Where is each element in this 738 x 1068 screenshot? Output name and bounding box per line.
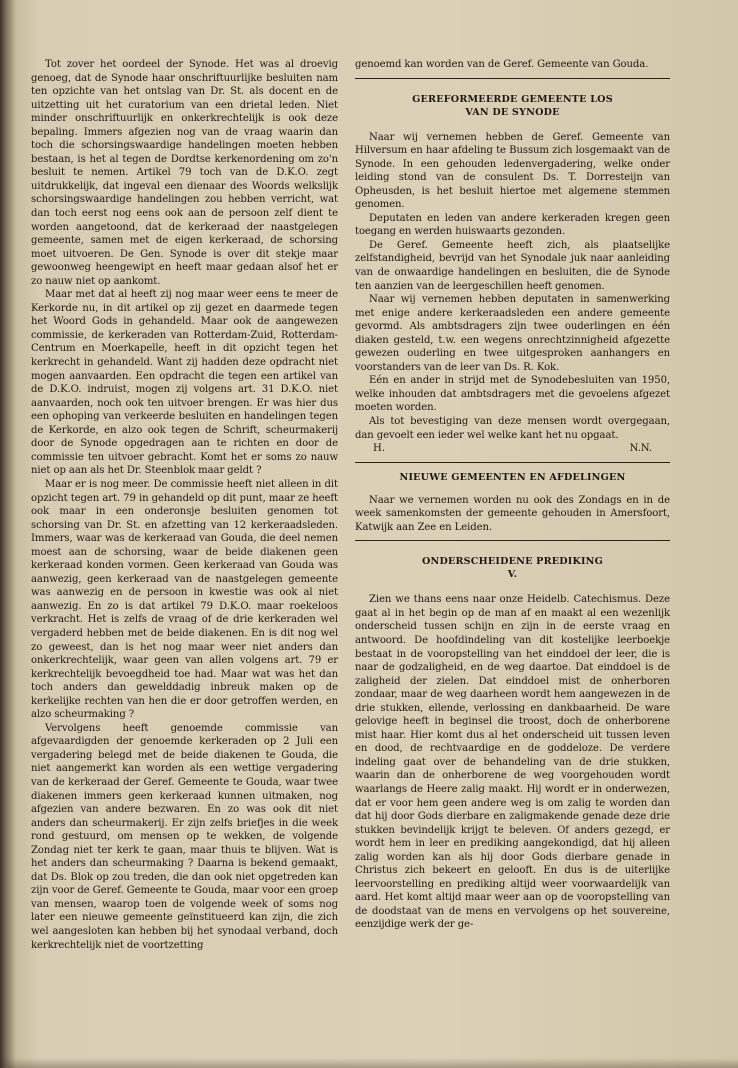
article-paragraph: Deputaten en leden van andere kerkeraden kregen geen toegang en werden huiswaarts gezonden. bbox=[355, 212, 670, 238]
left-paragraph-3: Maar er is nog meer. De commissie heeft niet alleen in dit opzicht tegen art. 79 in gehandeld op dit punt, maar ze heeft ook maar in een onderonsje besluiten genomen tot schorsing van Dr. St. en afzetting van 12 kerkeraadsleden. Immers, waar was de kerkeraad van Gouda, die deel nemen moest aan de schorsing, waar de beide diakenen geen kerkeraad konden vormen. Geen kerkeraad van Gouda was aanwezig, geen kerkeraad van de naastgelegen gemeente was aanwezig en de persoon in kwestie was ook al niet aanwezig. En zo is dat artikel 79 D.K.O. maar roekeloos verkracht. Het is zelfs de vraag of de drie kerkeraden wel vergaderd hebben met de beide diakenen. En is dit nog wel zo geweest, dan is het nog maar weer niet anders dan onkerkrechtelijk, waar geen van allen volgens art. 79 er kerkrechtelijk bevoegdheid toe had. Maar wat was het dan toch anders dan gewelddadig inbreuk maken op de kerkelijke rechten van hen die er door getroffen werden, en alzo scheurmaking ? bbox=[31, 478, 338, 721]
section-divider bbox=[355, 462, 670, 463]
left-paragraph-2: Maar met dat al heeft zij nog maar weer eens te meer de Kerkorde nu, in dit artikel op zij gezet en daarmede tegen het Woord Gods in gehandeld. Maar ook de aangewezen commissie, de kerkeraden van Rotterdam-Zuid, Rotterdam-Centrum en Moerkapelle, heeft in dit opzicht tegen het kerkrecht in gehandeld. Want zij hadden deze opdracht niet mogen aanvaarden. Een opdracht die tegen een artikel van de D.K.O. indruist, mogen zij volgens art. 31 D.K.O. niet aanvaarden, noch ook ten uitvoer brengen. Er was hier dus een ophoping van verkeerde besluiten en handelingen tegen de Kerkorde, en alzo ook tegen de Schrift, scheurmakerij door de Synode opgedragen aan te richten en door de commissie ten uitvoer gebracht. Komt het er soms zo nauw niet op aan als het Dr. Steenblok maar geldt ? bbox=[31, 289, 338, 477]
right-column bbox=[355, 58, 670, 932]
article-paragraph: De Geref. Gemeente heeft zich, als plaatselijke zelfstandigheid, bevrijd van het Synodale juk naar aanleiding van de onwaardige handelingen en besluiten, die de Synode ten aanzien van de leergeschillen heeft genomen. bbox=[355, 239, 670, 292]
section-heading-nieuwe-gemeenten: NIEUWE GEMEENTEN EN AFDELINGEN bbox=[399, 471, 626, 483]
section-divider bbox=[355, 540, 670, 541]
article-paragraph: Eén en ander in strijd met de Synodebesluiten van 1950, welke inhouden dat ambtsdragers met die gevoelens afgezet moeten worden. bbox=[355, 375, 670, 414]
article-paragraph: Als tot bevestiging van deze mensen wordt overgegaan, dan gevoelt een ieder wel welke kant het nu opgaat. bbox=[355, 416, 670, 441]
section-heading-onderscheidene-prediking: ONDERSCHEIDENE PREDIKING bbox=[421, 556, 604, 568]
heading-line-1: GEREFORMEERDE GEMEENTE LOS bbox=[412, 93, 613, 105]
section-divider bbox=[355, 78, 670, 79]
left-paragraph-4: Vervolgens heeft genoemde commissie van afgevaardigden der genoemde kerkeraden op 2 Juli een vergadering belegd met de beide diakenen te Gouda, die niet aangemerkt kan worden als een wettige vergadering van de kerkeraad der Geref. Gemeente te Gouda, waar twee diakenen immers geen kerkeraad kunnen uitmaken, nog afgezien van andere bezwaren. En zo was ook dit niet anders dan scheurmakerij. Er zijn zelfs briefjes in die week rond gestuurd, om mensen op te wekken, de volgende Zondag niet ter kerk te gaan, maar thuis te blijven. Wat is het anders dan scheurmaking ? Daarna is bekend gemaakt, dat Ds. Blok op zou treden, die dan ook niet opgetreden kan zijn voor de Geref. Gemeente te Gouda, maar voor een groep van mensen, waarop toen de volgende week of soms nog later een nieuwe gemeente geïnstitueerd kan zijn, die zich wel aangesloten kan hebben bij het synodaal verband, doch kerkrechtelijk niet de voortzetting bbox=[31, 722, 338, 951]
signature-left: H. bbox=[373, 443, 385, 455]
heading-line-2: VAN DE SYNODE bbox=[465, 106, 560, 118]
continuation-text: genoemd kan worden van de Geref. Gemeente van Gouda. bbox=[355, 59, 649, 70]
section-heading-los-van-synode bbox=[355, 93, 670, 119]
article-paragraph: Zien we thans eens naar onze Heidelb. Catechismus. Deze gaat al in het begin op de man af en maakt al een wezenlijk onderscheid tussen schijn en zijn in de eerste vraag en antwoord. De hoofdindeling van dit kostelijke leerboekje bestaat in de vooropstelling van het einddoel der leer, die is naar de godzaligheid, en de weg daartoe. Dat einddoel is de zaligheid der zielen. Dat einddoel mist de onherboren zondaar, maar de weg daarheen wordt hem aangewezen in de drie stukken, ellende, verlossing en dankbaarheid. De ware gelovige heeft in beginsel die troost, doch de onherborene mist haar. Hier komt dus al het onderscheid uit tussen leven en dood, de rechtvaardige en de goddeloze. De verdere indeling gaat over de behandeling van de drie stukken, waarin dan de onherborene de weg voorgehouden wordt waarlangs de Heere zalig maakt. Hij wordt er in onderwezen, dat er voor hem geen andere weg is om zalig te worden dan dat hij door Gods dierbare en zaligmakende genade deze drie stukken bevindelijk krijgt te beleven. Of anders gezegd, er wordt hem in leer en prediking aangekondigd, dat hij alleen zalig worden kan als hij door Gods dierbare genade in Christus zich bekeert en gelooft. En dus is de uiterlijke leervoorstelling en prediking altijd weer voorwaardelijk van aard. Het komt altijd maar weer aan op de vooropstelling van de doodstaat van de mens en vervolgens op het souvereine, eenzijdige werk der ge- bbox=[355, 594, 670, 931]
article-paragraph: Naar we vernemen worden nu ook des Zondags en in de week samenkomsten der gemeente gehouden in Amersfoort, Katwijk aan Zee en Leiden. bbox=[355, 494, 670, 533]
left-column bbox=[31, 58, 338, 952]
left-paragraph-1: Tot zover het oordeel der Synode. Het was al droevig genoeg, dat de Synode haar onschriftuurlijke besluiten nam ten opzichte van het ontslag van Dr. St. als docent en de uitzetting uit het curatorium van een drietal leden. Niet minder onschriftuurlijk en onkerkrechtelijk is ook deze bepaling. Immers afgezien nog van de vraag waarin dan toch die schorsingswaardige handelingen moeten hebben bestaan, is het al tegen de Dordtse kerkenordening om zo'n besluit te nemen. Artikel 79 toch van de D.K.O. zegt uitdrukkelijk, dat ingeval een dienaar des Woords welkslijk schorsingswaardige handelingen zou hebben verricht, wat dan toch eerst nog eens ook aan de persoon zelf dient te worden aangetoond, dat de kerkeraad der naastgelegen gemeente, samen met de eigen kerkeraad, de schorsing moet uitvoeren. De Gen. Synode is over dit stekje maar gewoonweg heengewipt en heeft maar gedaan alsof het er zo nauw niet op aankomt. bbox=[31, 59, 338, 287]
article-paragraph: Naar wij vernemen hebben de Geref. Gemeente van Hilversum en haar afdeling te Bussum zich losgemaakt van de Synode. In een gehouden ledenvergadering, welke onder leiding stond van de consulent Ds. T. Dorresteijn van Opheusden, is het besluit hiertoe met algemene stemmen genomen. bbox=[355, 131, 670, 211]
article-paragraph: Naar wij vernemen hebben deputaten in samenwerking met enige andere kerkeraadsleden een andere gemeente gevormd. Als ambtsdragers zijn twee ouderlingen en één diaken gesteld, t.w. een wegens onrechtzinnigheid afgezette gewezen ouderling en twee uitgesproken aanhangers en voorstanders van de leer van Ds. R. Kok. bbox=[355, 294, 670, 373]
section-subheading-number: V. bbox=[507, 569, 518, 581]
signature-line bbox=[355, 442, 670, 456]
signature-right: N.N. bbox=[629, 443, 652, 455]
